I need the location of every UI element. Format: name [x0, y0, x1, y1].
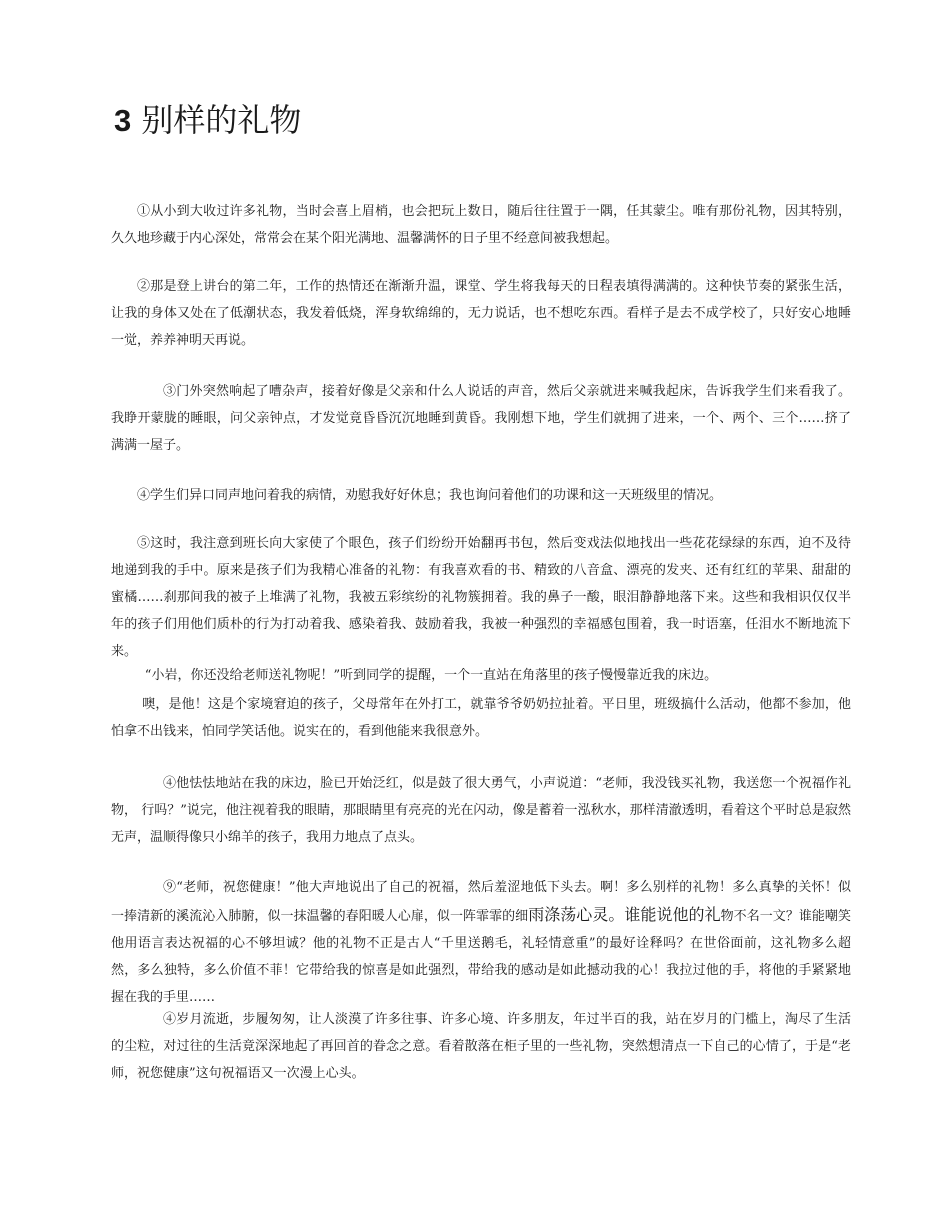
paragraph-7: 噢，是他！这是个家境窘迫的孩子，父母常年在外打工，就靠爷爷奶奶拉扯着。平日里，班级搞什么活动，他都不参加，他怕拿不出钱来，怕同学笑话他。说实在的，看到他能来我很意外。 — [111, 697, 851, 739]
title-number: 3 — [114, 103, 132, 138]
paragraph-9 — [111, 874, 851, 1011]
paragraph-4: ④学生们异口同声地问着我的病情，劝慰我好好休息；我也询问着他们的功课和这一天班级里的情况。 — [137, 488, 723, 503]
paragraph-10: ④岁月流逝，步履匆匆，让人淡漠了许多往事、许多心境、许多朋友，年过半百的我，站在岁月的门槛上，淘尽了生活的尘粒，对过往的生活竟深深地起了再回首的眷念之意。看着散落在柜子里的一些礼物，突然想清点一下自己的心情了，于是“老师，祝您健康”这句祝福语又一次漫上心头。 — [111, 1012, 851, 1081]
title-text: 别样的礼物 — [141, 101, 302, 139]
document-title — [114, 97, 301, 144]
paragraph-9-continuation: 物不名一文？谁能嘲笑他用语言表达祝福的心不够坦诚？他的礼物不正是古人“千里送鹅毛，礼轻情意重”的最好诠释吗？在世俗面前，这礼物多么超然，多么独特，多么价值不菲！它带给我的惊喜是如此强烈，带给我的感动是如此撼动我的心！我拉过他的手，将他的手紧紧地握在我的手里…… — [111, 909, 851, 1005]
paragraph-8: ④他怯怯地站在我的床边，脸已开始泛红，似是鼓了很大勇气，小声说道：“老师，我没钱买礼物，我送您一个祝福作礼物， 行吗？”说完，他注视着我的眼睛，那眼睛里有亮亮的光在闪动，像是蓄着一泓秋水，那样清澈透明，看着这个平时总是寂然无声，温顺得像只小绵羊的孩子，我用力地点了点头。 — [111, 776, 851, 845]
paragraph-9-large-text: 雨涤荡心灵。谁能说他的礼 — [528, 905, 721, 924]
paragraph-2: ②那是登上讲台的第二年，工作的热情还在渐渐升温，课堂、学生将我每天的日程表填得满满的。这种快节奏的紧张生活，让我的身体又处在了低潮状态，我发着低烧，浑身软绵绵的，无力说话，也不想吃东西。看样子是去不成学校了，只好安心地睡一觉，养养神明天再说。 — [111, 279, 851, 348]
paragraph-6: “小岩，你还没给老师送礼物呢！”听到同学的提醒，一个一直站在角落里的孩子慢慢靠近我的床边。 — [144, 668, 718, 683]
paragraph-1: ①从小到大收过许多礼物，当时会喜上眉梢，也会把玩上数日，随后往往置于一隅，任其蒙尘。唯有那份礼物，因其特别，久久地珍藏于内心深处，常常会在某个阳光满地、温馨满怀的日子里不经意间被我想起。 — [111, 204, 851, 246]
paragraph-9-text: ⑨“老师，祝您健康！”他大声地说出了自己的祝福，然后羞涩地低下头去。啊！多么别样的礼物！多么真挚的关怀！似一捧清新的溪流沁入肺腑，似一抹温馨的春阳暖人心扉，似一阵霏霏的细 — [111, 880, 851, 924]
paragraph-5: ⑤这时，我注意到班长向大家使了个眼色，孩子们纷纷开始翻再书包，然后变戏法似地找出一些花花绿绿的东西，迫不及待地递到我的手中。原来是孩子们为我精心准备的礼物：有我喜欢看的书、精致的八音盒、漂亮的发夹、还有红红的苹果、甜甜的蜜橘……刹那间我的被子上堆满了礼物，我被五彩缤纷的礼物簇拥着。我的鼻子一酸，眼泪静静地落下来。这些和我相识仅仅半年的孩子们用他们质朴的行为打动着我、感染着我、鼓励着我，我被一种强烈的幸福感包围着，我一时语塞，任泪水不断地流下来。 — [111, 536, 851, 659]
paragraph-3: ③门外突然响起了嘈杂声，接着好像是父亲和什么人说话的声音，然后父亲就进来喊我起床，告诉我学生们来看我了。我睁开蒙胧的睡眼，问父亲钟点，才发觉竟昏昏沉沉地睡到黄昏。我刚想下地，学生们就拥了进来，一个、两个、三个……挤了满满一屋子。 — [111, 384, 851, 453]
